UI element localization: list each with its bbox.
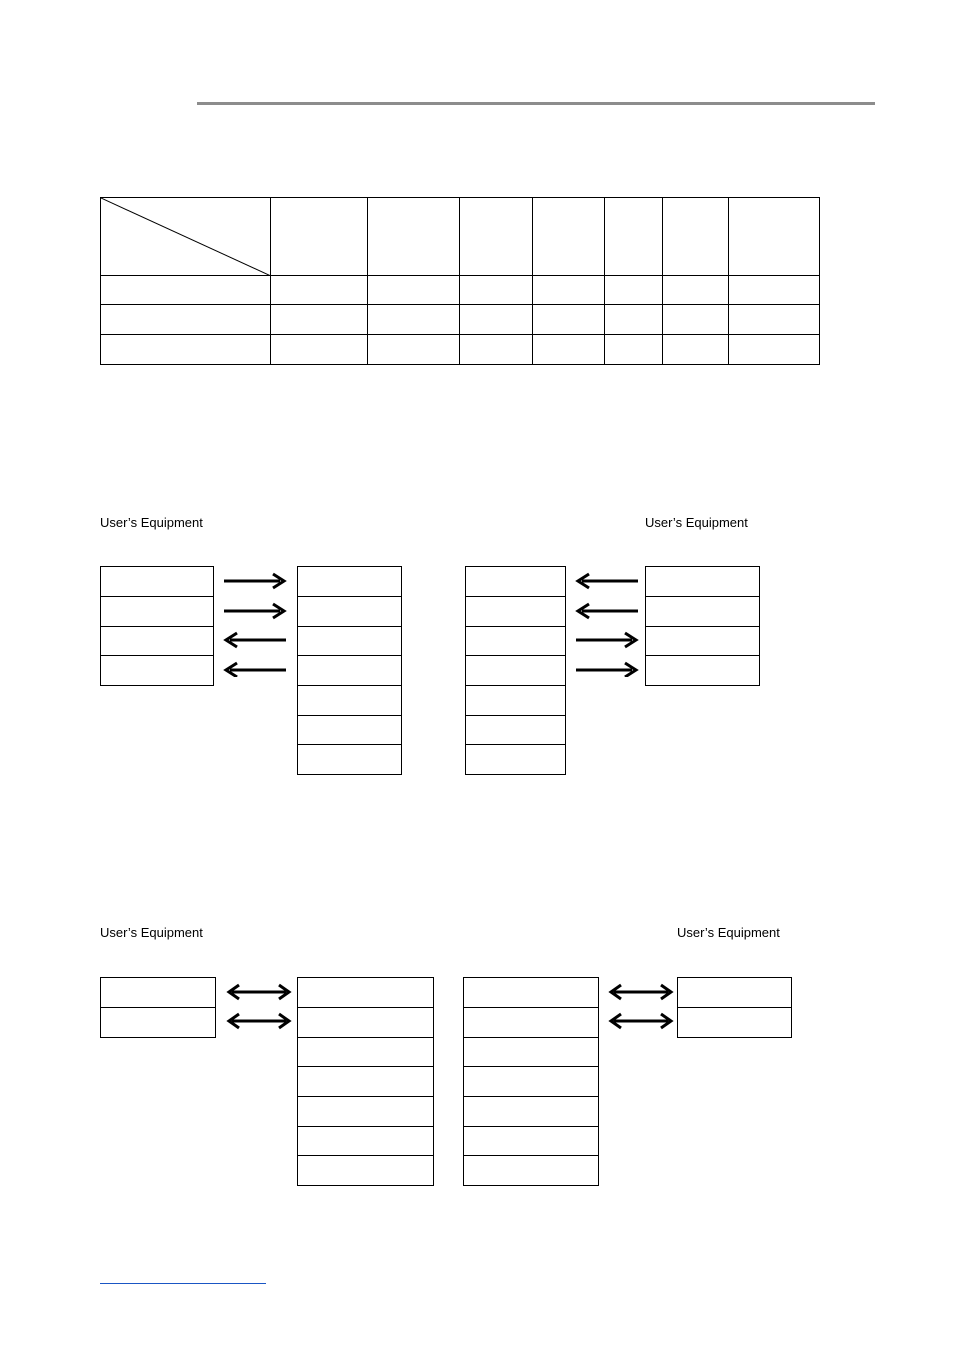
table-cell bbox=[605, 335, 663, 365]
left-arrow-icon bbox=[226, 663, 286, 677]
table-cell bbox=[663, 335, 729, 365]
header-cell bbox=[460, 198, 533, 276]
table-cell bbox=[368, 335, 460, 365]
stack-cell bbox=[297, 978, 434, 1008]
table-cell bbox=[271, 276, 368, 305]
table-cell bbox=[460, 335, 533, 365]
table-header-row bbox=[101, 198, 820, 276]
table-cell bbox=[663, 305, 729, 335]
stack-cell bbox=[465, 686, 566, 716]
users-equipment-label-left-2: User’s Equipment bbox=[100, 925, 203, 940]
right-arrow-icon bbox=[224, 604, 284, 618]
right-arrow-icon bbox=[224, 574, 284, 588]
users-equipment-label-right-2: User’s Equipment bbox=[677, 925, 780, 940]
left-arrow-icon bbox=[578, 574, 638, 588]
stack-cell bbox=[100, 627, 214, 656]
stack-cell bbox=[463, 978, 599, 1008]
header-rule bbox=[197, 102, 875, 105]
stack-cell bbox=[465, 597, 566, 627]
stack-cell bbox=[463, 1038, 599, 1067]
double-arrow-icon bbox=[611, 985, 671, 999]
table-cell bbox=[101, 276, 271, 305]
user-equipment-stack-right-2 bbox=[677, 977, 792, 1038]
diagonal-header-cell bbox=[101, 198, 271, 276]
header-cell bbox=[271, 198, 368, 276]
stack-cell bbox=[100, 978, 216, 1008]
stack-cell bbox=[100, 656, 214, 686]
stack-cell bbox=[297, 627, 402, 656]
table-cell bbox=[101, 305, 271, 335]
stack-cell bbox=[297, 745, 402, 775]
left-arrow-icon bbox=[226, 633, 286, 647]
stack-cell bbox=[297, 1097, 434, 1127]
table-cell bbox=[605, 276, 663, 305]
stack-cell bbox=[463, 1097, 599, 1127]
stack-cell bbox=[463, 1127, 599, 1156]
stack-cell bbox=[100, 567, 214, 597]
device-stack-1 bbox=[297, 566, 402, 775]
double-arrow-icon bbox=[229, 1014, 289, 1028]
stack-cell bbox=[297, 1038, 434, 1067]
table-cell bbox=[663, 276, 729, 305]
table-row bbox=[101, 335, 820, 365]
header-cell bbox=[663, 198, 729, 276]
spec-table bbox=[100, 197, 820, 365]
stack-cell bbox=[297, 686, 402, 716]
stack-cell bbox=[465, 627, 566, 656]
stack-cell bbox=[645, 627, 760, 656]
table-cell bbox=[605, 305, 663, 335]
user-equipment-stack-right bbox=[645, 566, 760, 686]
stack-cell bbox=[677, 1008, 792, 1038]
stack-cell bbox=[465, 656, 566, 686]
table-cell bbox=[368, 305, 460, 335]
right-arrow-icon bbox=[576, 633, 636, 647]
stack-cell bbox=[645, 567, 760, 597]
stack-cell bbox=[297, 656, 402, 686]
stack-cell bbox=[297, 1067, 434, 1097]
header-cell bbox=[605, 198, 663, 276]
table-cell bbox=[368, 276, 460, 305]
right-arrow-icon bbox=[576, 663, 636, 677]
stack-cell bbox=[297, 1127, 434, 1156]
double-arrow-group-right bbox=[608, 982, 674, 1030]
stack-cell bbox=[297, 1156, 434, 1186]
header-cell bbox=[368, 198, 460, 276]
table-cell bbox=[533, 276, 605, 305]
user-equipment-stack-left bbox=[100, 566, 214, 686]
table-row bbox=[101, 276, 820, 305]
header-cell bbox=[729, 198, 820, 276]
stack-cell bbox=[465, 567, 566, 597]
stack-cell bbox=[297, 567, 402, 597]
double-arrow-icon bbox=[229, 985, 289, 999]
users-equipment-label-left: User’s Equipment bbox=[100, 515, 203, 530]
left-arrow-icon bbox=[578, 604, 638, 618]
table-cell bbox=[729, 335, 820, 365]
stack-cell bbox=[677, 978, 792, 1008]
users-equipment-label-right: User’s Equipment bbox=[645, 515, 748, 530]
table-cell bbox=[271, 305, 368, 335]
footer-link-underline[interactable] bbox=[100, 1283, 266, 1284]
stack-cell bbox=[465, 716, 566, 745]
stack-cell bbox=[297, 716, 402, 745]
stack-cell bbox=[463, 1008, 599, 1038]
table-cell bbox=[460, 305, 533, 335]
table-cell bbox=[271, 335, 368, 365]
table-cell bbox=[101, 335, 271, 365]
stack-cell bbox=[100, 597, 214, 627]
table-cell bbox=[729, 305, 820, 335]
stack-cell bbox=[465, 745, 566, 775]
table-cell bbox=[460, 276, 533, 305]
stack-cell bbox=[463, 1156, 599, 1186]
table-cell bbox=[533, 305, 605, 335]
header-cell bbox=[533, 198, 605, 276]
stack-cell bbox=[297, 597, 402, 627]
double-arrow-group-left bbox=[226, 982, 292, 1030]
device-stack-3 bbox=[297, 977, 434, 1186]
user-equipment-stack-left-2 bbox=[100, 977, 216, 1038]
device-stack-2 bbox=[465, 566, 566, 775]
arrow-group-right bbox=[574, 572, 640, 677]
stack-cell bbox=[463, 1067, 599, 1097]
table-cell bbox=[729, 276, 820, 305]
stack-cell bbox=[297, 1008, 434, 1038]
table-cell bbox=[533, 335, 605, 365]
diagonal-line bbox=[101, 198, 271, 276]
device-stack-4 bbox=[463, 977, 599, 1186]
stack-cell bbox=[100, 1008, 216, 1038]
double-arrow-icon bbox=[611, 1014, 671, 1028]
stack-cell bbox=[645, 597, 760, 627]
arrow-group-left bbox=[222, 572, 288, 677]
stack-cell bbox=[645, 656, 760, 686]
table-row bbox=[101, 305, 820, 335]
